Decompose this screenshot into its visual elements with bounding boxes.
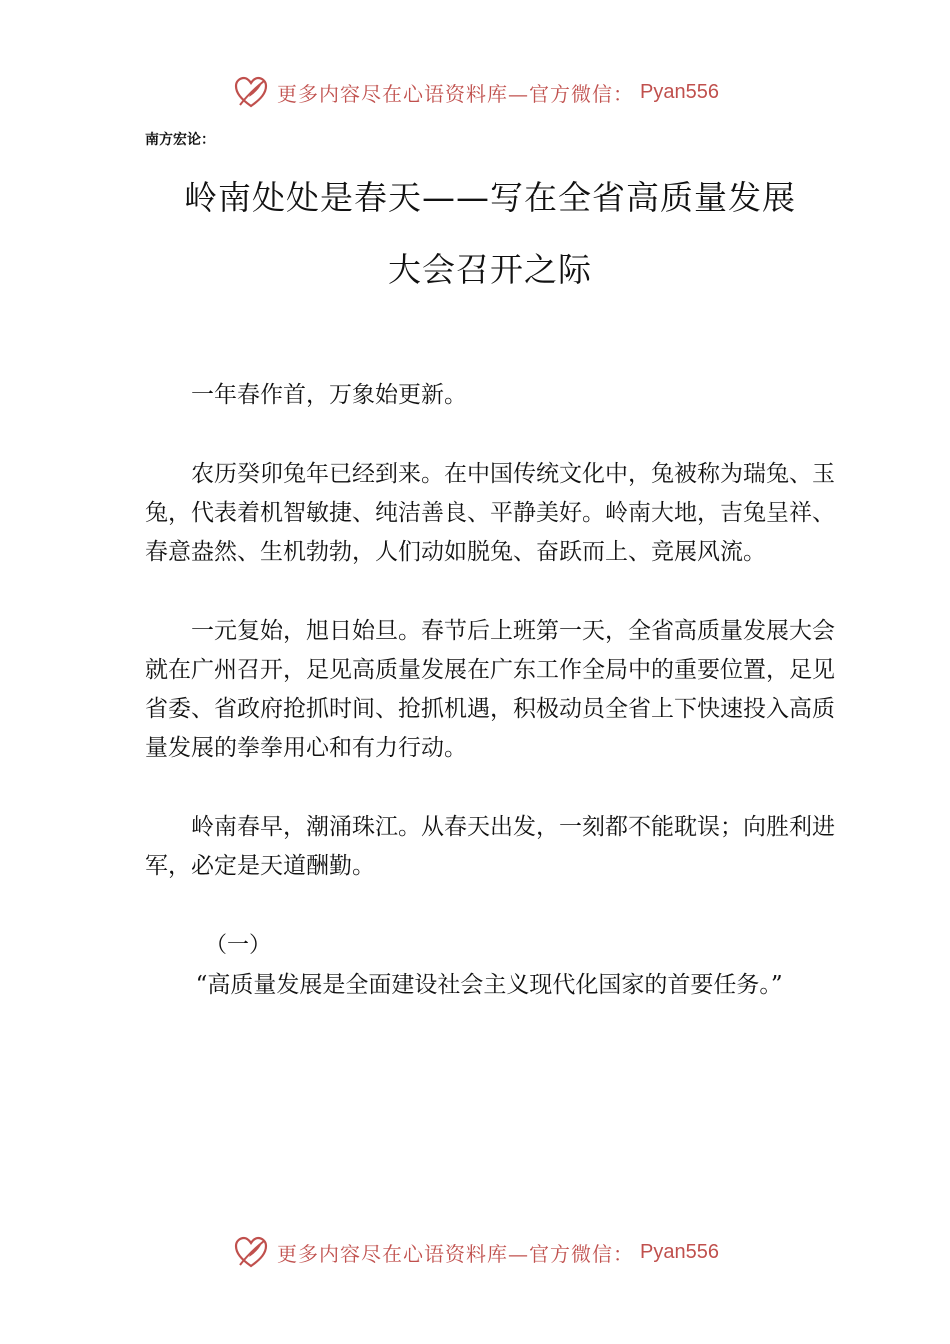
article-title bbox=[145, 162, 835, 306]
watermark-text: 更多内容尽在心语资料库—官方微信： bbox=[277, 81, 635, 106]
paragraph: 一元复始，旭日始旦。春节后上班第一天，全省高质量发展大会就在广州召开，足见高质量发展在广东工作全局中的重要位置，足见省委、省政府抢抓时间、抢抓机遇，积极动员全省上下快速投入高质量发展的拳拳用心和有力行动。 bbox=[145, 618, 835, 761]
watermark-wechat-id: Pyan556 bbox=[640, 1240, 719, 1263]
paragraph: 一年春作首，万象始更新。 bbox=[191, 382, 467, 408]
heart-feather-logo-icon bbox=[231, 72, 271, 112]
heart-feather-logo-icon bbox=[231, 1232, 271, 1272]
quote-paragraph: “高质量发展是全面建设社会主义现代化国家的首要任务。” bbox=[195, 972, 783, 998]
article bbox=[145, 128, 835, 1005]
title-line-2: 大会召开之际 bbox=[388, 250, 592, 289]
paragraph: 岭南春早，潮涌珠江。从春天出发，一刻都不能耽误；向胜利进军，必定是天道酬勤。 bbox=[145, 814, 835, 879]
paragraph: 农历癸卯兔年已经到来。在中国传统文化中，兔被称为瑞兔、玉兔，代表着机智敏捷、纯洁善良、平静美好。岭南大地，吉兔呈祥、春意盎然、生机勃勃，人们动如脱兔、奋跃而上、竞展风流。 bbox=[145, 461, 835, 565]
section-number: （一） bbox=[205, 933, 272, 958]
watermark-text: 更多内容尽在心语资料库—官方微信： bbox=[277, 1241, 635, 1266]
title-line-1: 岭南处处是春天——写在全省高质量发展 bbox=[184, 178, 796, 217]
footer-watermark bbox=[0, 1230, 950, 1274]
watermark-wechat-id: Pyan556 bbox=[640, 80, 719, 103]
section-label: 南方宏论： bbox=[145, 132, 215, 148]
header-watermark bbox=[0, 70, 950, 114]
